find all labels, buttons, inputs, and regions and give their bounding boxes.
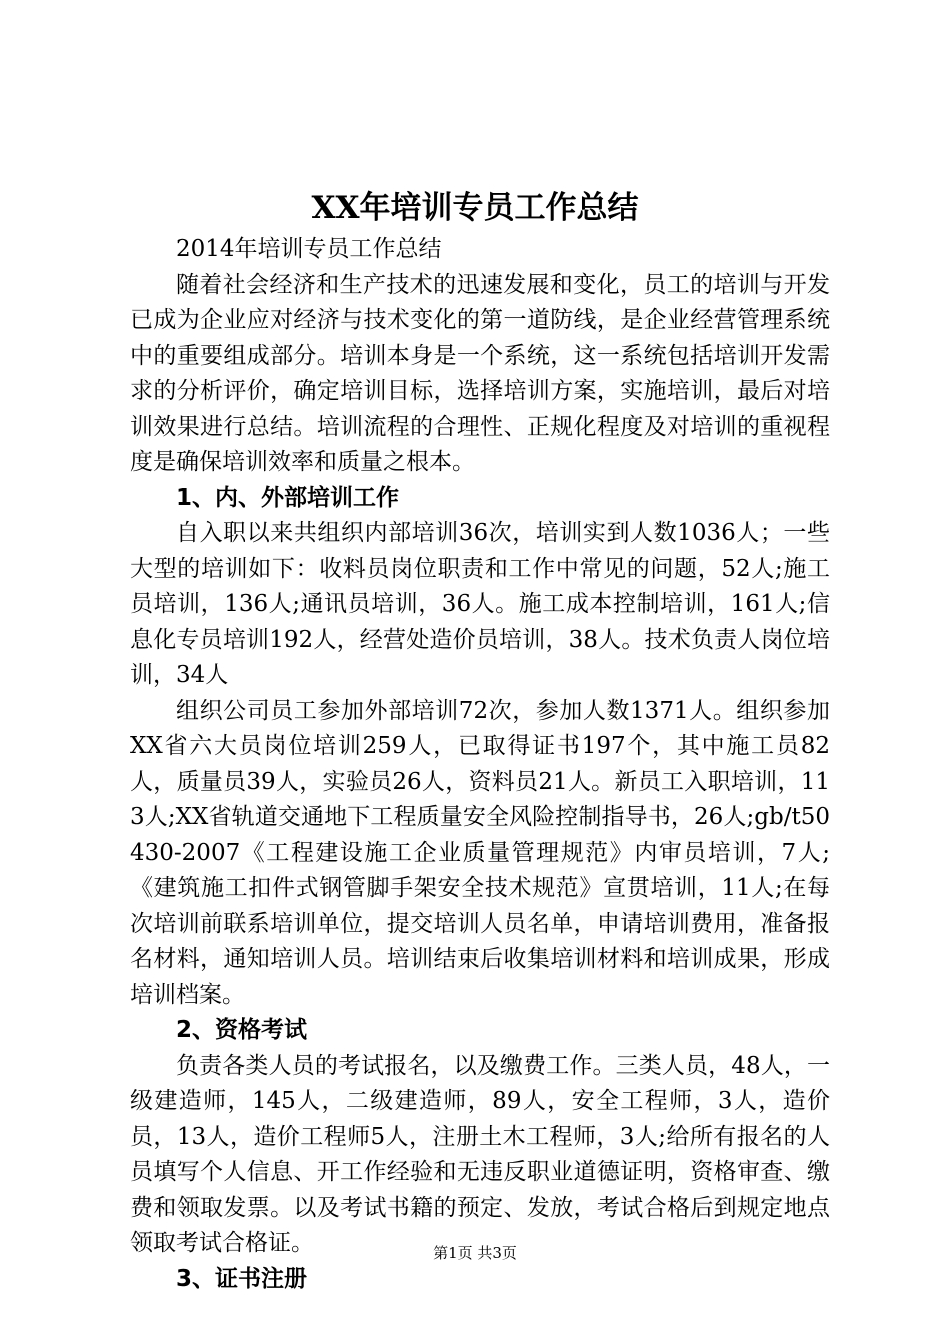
internal-training-paragraph: 自入职以来共组织内部培训36次，培训实到人数1036人；一些大型的培训如下：收料员岗位职责和工作中常见的问题，52人;施工员培训，136人;通讯员培训，36人。施工成本控制培训，161人;信息化专员培训192人，经营处造价员培训，38人。技术负责人岗位培训，34人 [130, 520, 830, 688]
section-heading-certificates: 3、证书注册 [176, 1265, 308, 1292]
section-heading-training: 1、内、外部培训工作 [176, 484, 400, 511]
external-training-paragraph: 组织公司员工参加外部培训72次，参加人数1371人。组织参加XX省六大员岗位培训259人，已取得证书197个，其中施工员82人，质量员39人，实验员26人，资料员21人。新员工入职培训，113人;XX省轨道交通地下工程质量安全风险控制指导书，26人;gb/t50430-2007《工程建设施工企业质量管理规范》内审员培训，7人;《建筑施工扣件式钢管脚手架安全技术规范》宣贯培训，11人;在每次培训前联系培训单位，提交培训人员名单，申请培训费用，准备报名材料，通知培训人员。培训结束后收集培训材料和培训成果，形成培训档案。 [130, 697, 830, 1008]
page-footer: 第1页 共3页 [433, 1244, 517, 1262]
document-body [130, 232, 830, 1297]
document-title: XX年培训专员工作总结 [311, 190, 639, 226]
subtitle-paragraph: 2014年培训专员工作总结 [176, 236, 442, 262]
intro-paragraph: 随着社会经济和生产技术的迅速发展和变化，员工的培训与开发已成为企业应对经济与技术变化的第一道防线，是企业经营管理系统中的重要组成部分。培训本身是一个系统，这一系统包括培训开发需求的分析评价，确定培训目标，选择培训方案，实施培训，最后对培训效果进行总结。培训流程的合理性、正规化程度及对培训的重视程度是确保培训效率和质量之根本。 [130, 271, 830, 475]
section-heading-exams: 2、资格考试 [176, 1017, 308, 1043]
exams-paragraph: 负责各类人员的考试报名，以及缴费工作。三类人员，48人，一级建造师，145人，二级建造师，89人，安全工程师，3人，造价员，13人，造价工程师5人，注册土木工程师，3人;给所有报名的人员填写个人信息、开工作经验和无违反职业道德证明，资格审查、缴费和领取发票。以及考试书籍的预定、发放，考试合格后到规定地点领取考试合格证。 [130, 1052, 830, 1256]
